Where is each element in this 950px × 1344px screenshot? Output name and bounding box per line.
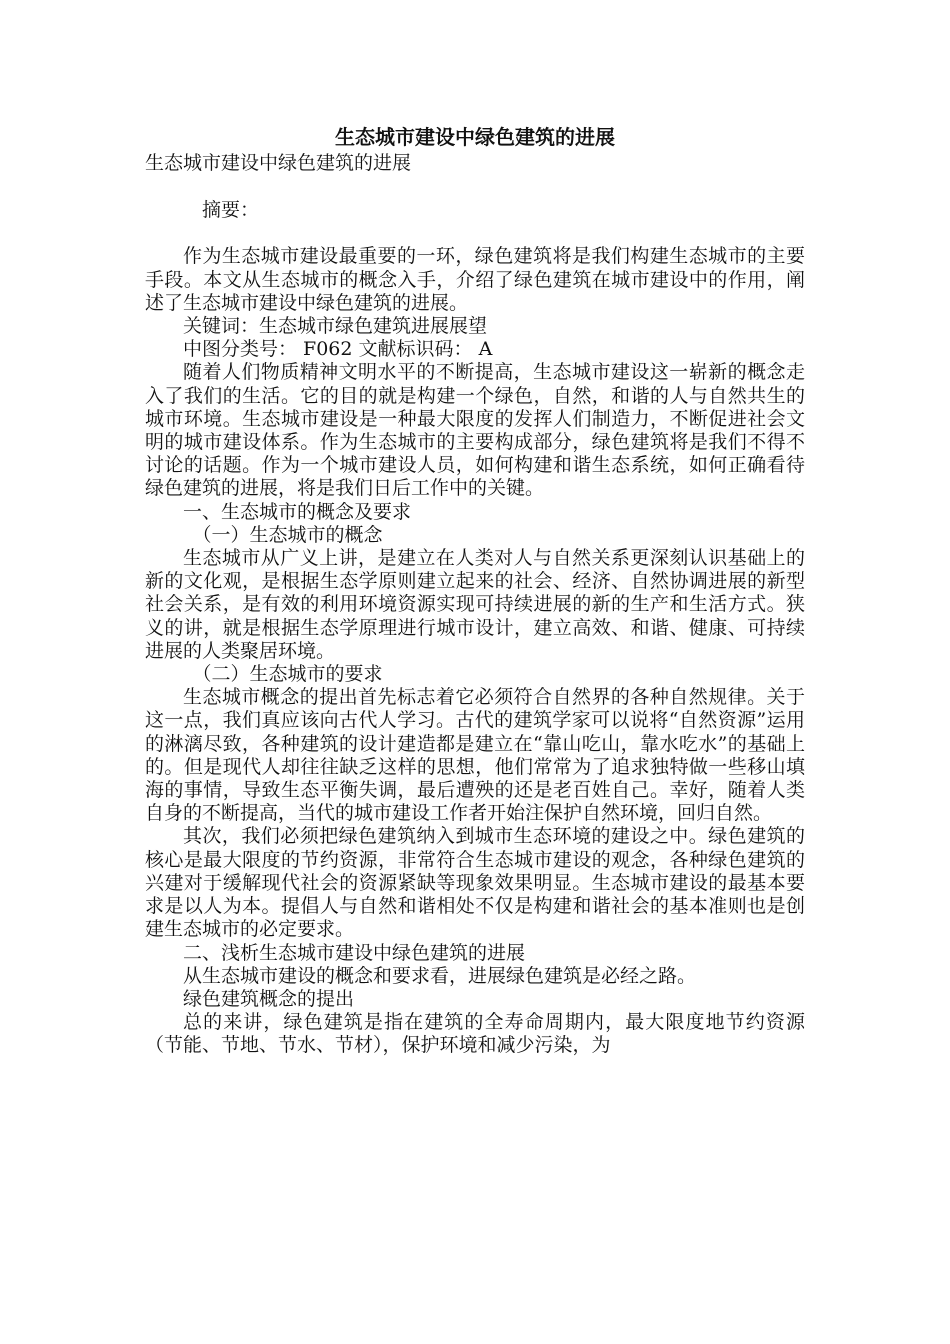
body-paragraph: 总的来讲，绿色建筑是指在建筑的全寿命周期内，最大限度地节约资源（节能、节地、节水、节材），保护环境和减少污染，为 <box>145 1011 805 1057</box>
body-paragraph: 随着人们物质精神文明水平的不断提高，生态城市建设这一崭新的概念走入了我们的生活。它的目的就是构建一个绿色，自然，和谐的人与自然共生的城市环境。生态城市建设是一种最大限度的发挥人们制造力，不断促进社会文明的城市建设体系。作为生态城市的主要构成部分，绿色建筑将是我们不得不讨论的话题。作为一个城市建设人员，如何构建和谐生态系统，如何正确看待绿色建筑的进展，将是我们日后工作中的关键。 <box>145 361 805 500</box>
body-paragraph: 从生态城市建设的概念和要求看，进展绿色建筑是必经之路。 <box>183 964 697 987</box>
document-subtitle: 生态城市建设中绿色建筑的进展 <box>145 152 412 174</box>
subsection-heading-2-1: 绿色建筑概念的提出 <box>183 987 355 1010</box>
body-paragraph: 生态城市概念的提出首先标志着它必须符合自然界的各种自然规律。关于这一点，我们真应该向古代人学习。古代的建筑学家可以说将“自然资源”运用的淋漓尽致，各种建筑的设计建造都是建立在“靠山吃山，靠水吃水”的基础上的。但是现代人却往往缺乏这样的思想，他们常常为了追求独特做一些移山填海的事情，导致生态平衡失调，最后遭殃的还是老百姓自己。幸好，随着人类自身的不断提高，当代的城市建设工作者开始注保护自然环境，回归自然。 <box>145 686 805 825</box>
section-heading-2: 二、浅析生态城市建设中绿色建筑的进展 <box>183 941 526 964</box>
body-paragraph: 生态城市从广义上讲，是建立在人类对人与自然关系更深刻认识基础上的新的文化观，是根据生态学原则建立起来的社会、经济、自然协调进展的新型社会关系，是有效的利用环境资源实现可持续进展的新的生产和生活方式。狭义的讲，就是根据生态学原理进行城市设计，建立高效、和谐、健康、可持续进展的人类聚居环境。 <box>145 547 805 662</box>
abstract-label: 摘要： <box>202 199 260 222</box>
subsection-heading-1-2: （二）生态城市的要求 <box>192 663 383 686</box>
subsection-heading-1-1: （一）生态城市的概念 <box>192 523 383 546</box>
document-body <box>145 152 805 1058</box>
body-paragraph: 其次，我们必须把绿色建筑纳入到城市生态环境的建设之中。绿色建筑的核心是最大限度的节约资源，非常符合生态城市建设的观念，各种绿色建筑的兴建对于缓解现代社会的资源紧缺等现象效果明显。生态城市建设的最基本要求是以人为本。提倡人与自然和谐相处不仅是构建和谐社会的基本准则也是创建生态城市的必定要求。 <box>145 825 805 941</box>
classification-line: 中图分类号： F062 文献标识码： A <box>183 338 493 361</box>
section-heading-1: 一、生态城市的概念及要求 <box>183 500 412 523</box>
keywords-line: 关键词：生态城市绿色建筑进展展望 <box>183 315 488 338</box>
document-title: 生态城市建设中绿色建筑的进展 <box>335 125 615 149</box>
abstract-paragraph: 作为生态城市建设最重要的一环，绿色建筑将是我们构建生态城市的主要手段。本文从生态城市的概念入手，介绍了绿色建筑在城市建设中的作用，阐述了生态城市建设中绿色建筑的进展。 <box>145 245 805 314</box>
